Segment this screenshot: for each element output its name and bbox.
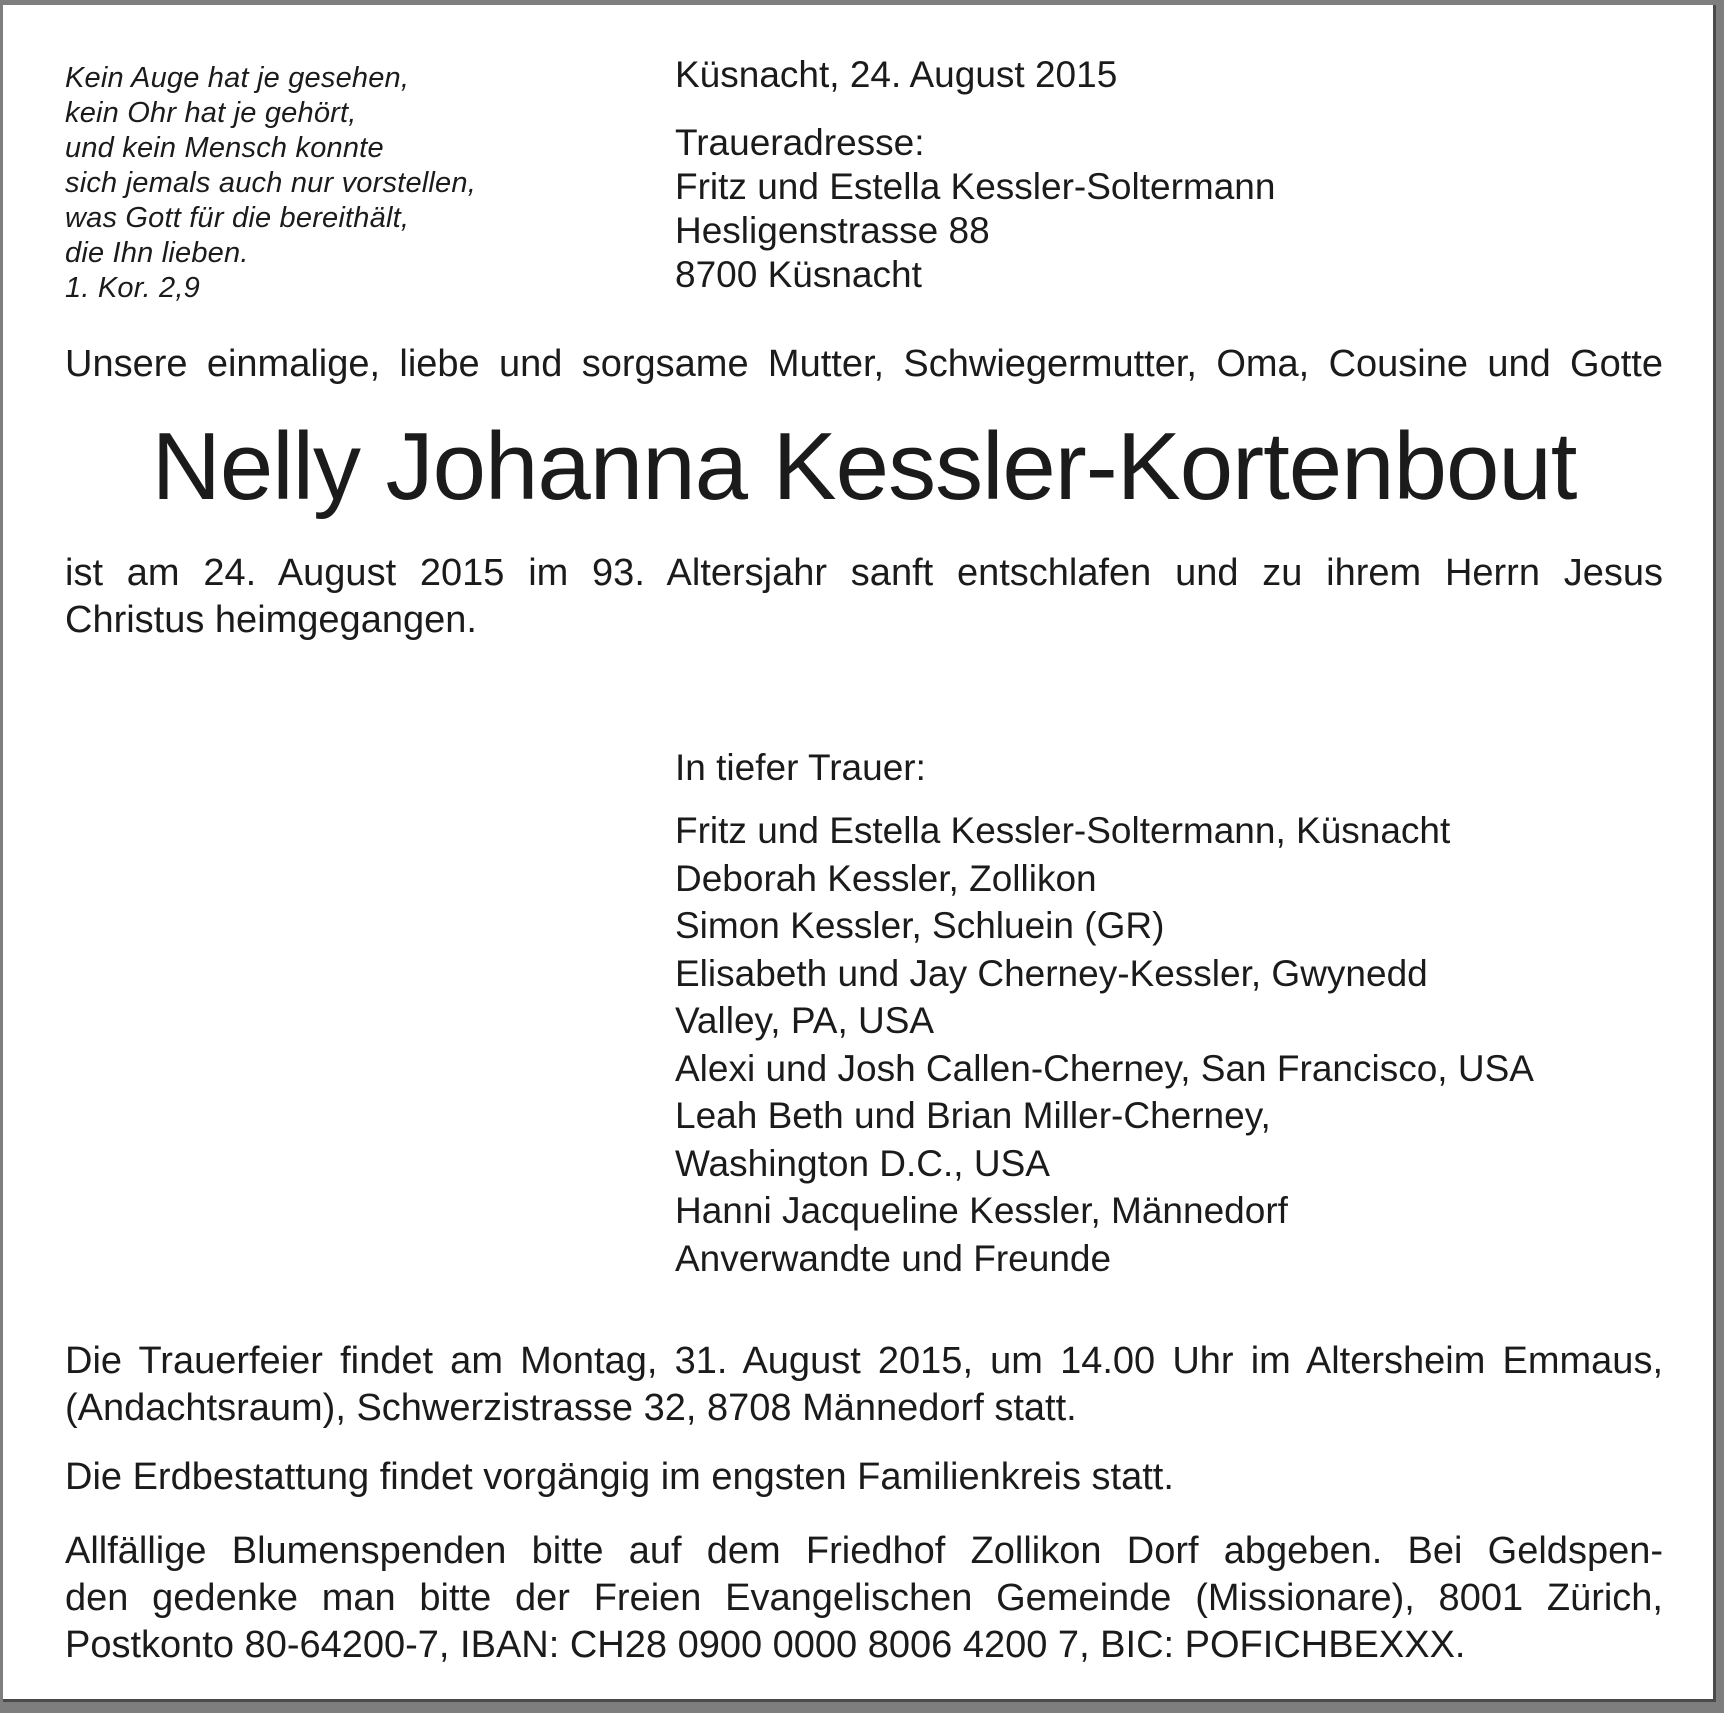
mourning-address-line: Hesligenstrasse 88 bbox=[675, 210, 990, 251]
death-notice-line: ist am 24. August 2015 im 93. Altersjahr sanft entschlafen und zu ihrem Herrn Jesus bbox=[65, 552, 1663, 594]
funeral-line: (Andachtsraum), Schwerzistrasse 32, 8708 Männedorf statt. bbox=[65, 1387, 1077, 1429]
mourners-section bbox=[675, 744, 1663, 1282]
mourning-address-line: 8700 Küsnacht bbox=[675, 254, 922, 295]
header-info bbox=[675, 53, 1663, 297]
quote-line: Kein Auge hat je gesehen, bbox=[65, 62, 410, 94]
mourner-line: Deborah Kessler, Zollikon bbox=[675, 857, 1097, 899]
mourner-line: Valley, PA, USA bbox=[675, 1000, 935, 1041]
quote-line: die Ihn lieben. bbox=[65, 237, 249, 269]
mourner-line: Fritz und Estella Kessler-Soltermann, Küsnacht bbox=[675, 810, 1451, 851]
place-date-line: Küsnacht, 24. August 2015 bbox=[675, 54, 1118, 95]
quote-line: was Gott für die bereithält, bbox=[65, 202, 410, 234]
donations-line: den gedenke man bitte der Freien Evangelischen Gemeinde (Missionare), 8001 Zürich, bbox=[65, 1577, 1663, 1619]
obituary-content bbox=[3, 5, 1716, 1702]
mourner-line: Hanni Jacqueline Kessler, Männedorf bbox=[675, 1190, 1288, 1231]
donations-paragraph bbox=[65, 1528, 1663, 1669]
quote-line: kein Ohr hat je gehört, bbox=[65, 97, 357, 129]
mourning-address-label: Traueradresse: bbox=[675, 122, 925, 163]
donations-line: Allfällige Blumenspenden bitte auf dem Friedhof Zollikon Dorf abgeben. Bei Geldspen- bbox=[65, 1530, 1663, 1572]
quote-source: 1. Kor. 2,9 bbox=[65, 272, 200, 304]
mourner-line: Leah Beth und Brian Miller-Cherney, bbox=[675, 1095, 1271, 1136]
bible-quote bbox=[65, 53, 675, 306]
mourner-line: Anverwandte und Freunde bbox=[675, 1237, 1112, 1279]
death-notice bbox=[65, 550, 1663, 644]
mourners-list bbox=[675, 807, 1663, 1282]
header-row bbox=[65, 53, 1663, 306]
mourner-line: Washington D.C., USA bbox=[675, 1142, 1050, 1184]
donations-line: Postkonto 80-64200-7, IBAN: CH28 0900 0000 8006 4200 7, BIC: POFICHBEXXX. bbox=[65, 1624, 1466, 1666]
quote-line: sich jemals auch nur vorstellen, bbox=[65, 167, 476, 199]
deceased-name: Nelly Johanna Kessler-Kortenbout bbox=[151, 413, 1577, 520]
death-notice-line: Christus heimgegangen. bbox=[65, 599, 477, 641]
funeral-line: Die Trauerfeier findet am Montag, 31. August 2015, um 14.00 Uhr im Altersheim Emmaus, bbox=[65, 1340, 1663, 1382]
mourning-address-line: Fritz und Estella Kessler-Soltermann bbox=[675, 166, 1276, 207]
funeral-paragraph bbox=[65, 1338, 1663, 1432]
mourner-line: Simon Kessler, Schluein (GR) bbox=[675, 905, 1165, 946]
quote-line: und kein Mensch konnte bbox=[65, 132, 384, 164]
mourner-line: Alexi und Josh Callen-Cherney, San Francisco, USA bbox=[675, 1047, 1534, 1089]
intro-line: Unsere einmalige, liebe und sorgsame Mutter, Schwiegermutter, Oma, Cousine und Gotte bbox=[65, 343, 1663, 385]
mourner-line: Elisabeth und Jay Cherney-Kessler, Gwynedd bbox=[675, 952, 1428, 994]
burial-paragraph: Die Erdbestattung findet vorgängig im engsten Familienkreis statt. bbox=[65, 1456, 1174, 1498]
mourners-label: In tiefer Trauer: bbox=[675, 747, 926, 788]
